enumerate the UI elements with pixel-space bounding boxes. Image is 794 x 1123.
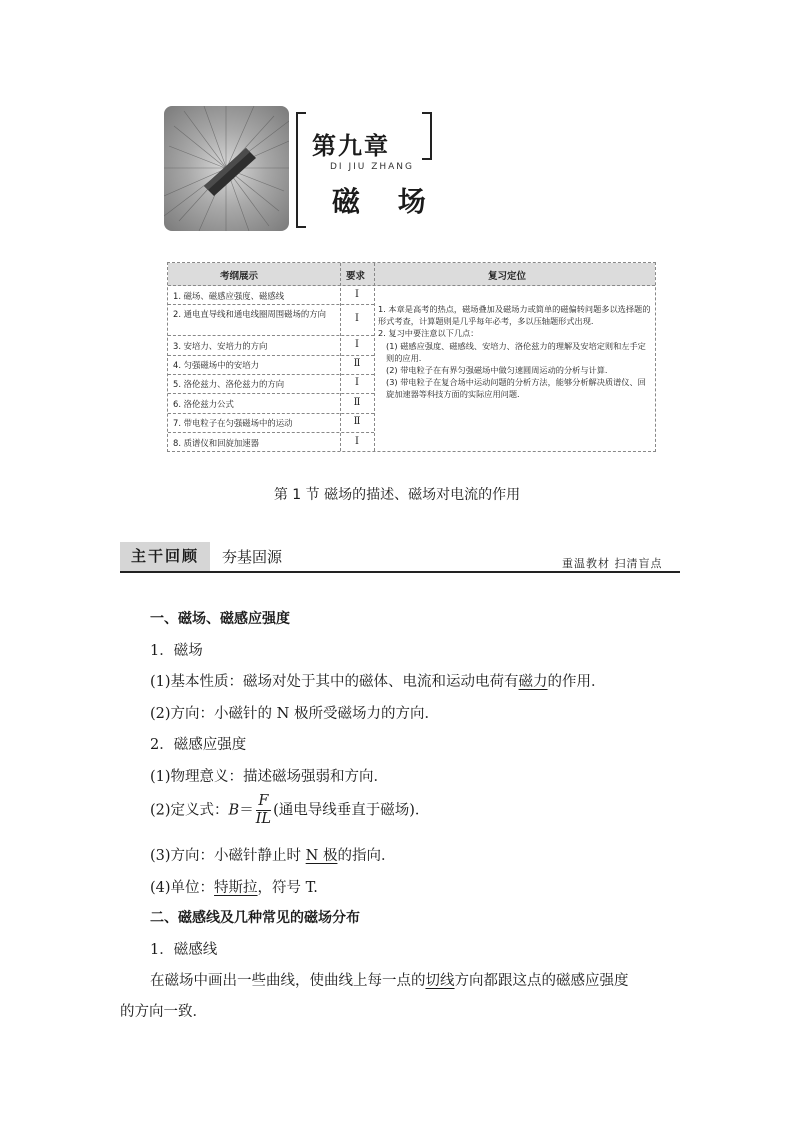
table-row-topic: 5. 洛伦兹力、洛伦兹力的方向 [173,379,285,389]
subheading-induction: 2．磁感应强度 [150,737,247,753]
chapter-bracket-right [422,112,432,160]
table-row-topic: 3. 安培力、安培力的方向 [173,341,268,351]
chapter-subject: 磁 场 [332,185,440,218]
section-title: 第 1 节 磁场的描述、磁场对电流的作用 [273,487,521,503]
heading-magnetic-field: 一、磁场、磁感应强度 [150,611,290,627]
fraction-numerator: F [256,793,271,811]
blank-answer: 磁力 [518,674,548,690]
blank-answer: 切线 [425,973,455,989]
row-divider [168,393,374,394]
table-row-topic: 2. 通电直导线和通电线圈周围磁场的方向 [173,309,327,319]
fraction-denominator: IL [255,811,272,827]
chapter-photo-magnet-iron-filings [164,106,289,231]
table-row-level: Ⅰ [355,339,359,350]
row-divider [168,374,374,375]
heading-field-lines: 二、磁感线及几种常见的磁场分布 [150,910,360,926]
subheading-field-lines: 1．磁感线 [150,942,218,958]
table-divider [374,263,375,451]
table-row-level: Ⅰ [355,436,359,447]
review-note: (3) 带电粒子在复合场中运动问题的分析方法，能够分析解决质谱仪、回旋加速器等科技方面的实际应用问题. [386,377,646,400]
header-requirement: 要求 [346,271,366,282]
header-review-focus: 复习定位 [488,271,527,282]
syllabus-table [167,262,656,452]
row-divider [168,432,374,433]
table-row-level: Ⅰ [355,377,359,388]
paragraph-direction: (2)方向：小磁针的 N 极所受磁场力的方向． [150,706,439,722]
row-divider [168,304,374,305]
banner-label: 主干回顾 [120,542,210,571]
banner-rule [120,571,680,573]
row-divider [168,355,374,356]
table-row-level: Ⅰ [355,289,359,300]
table-row-level: Ⅱ [353,358,361,369]
blank-answer: N 极 [305,848,338,864]
paragraph-basic-property: (1)基本性质：磁场对处于其中的磁体、电流和运动电荷有磁力的作用． [150,674,606,690]
header-syllabus: 考纲展示 [220,271,259,282]
paragraph-definition: (2)定义式：B＝ $\frac{F}{IL}$ (通电导线垂直于磁场)． [150,793,430,827]
table-row-topic: 8. 质谱仪和回旋加速器 [173,438,260,448]
table-row-level: Ⅱ [353,397,361,408]
chapter-bracket-left [296,112,306,228]
table-row-topic: 4. 匀强磁场中的安培力 [173,360,260,370]
review-note: 2. 复习中要注意以下几点： [378,328,479,339]
table-row-level: Ⅰ [355,313,359,324]
paragraph-direction-needle: (3)方向：小磁针静止时 N 极的指向． [150,848,396,864]
paragraph-field-lines: 在磁场中画出一些曲线，使曲线上每一点的切线方向都跟这点的磁感应强度 [150,973,629,989]
review-note: 1. 本章是高考的热点，磁场叠加及磁场力或简单的磁偏转问题多以选择题的形式考查，计算题则是几乎每年必考，多以压轴题形式出现. [378,304,651,327]
paragraph-field-lines-cont: 的方向一致． [120,1004,207,1020]
review-note: (1) 磁感应强度、磁感线、安培力、洛伦兹力的理解及安培定则和左手定则的应用. [386,340,646,363]
syllabus-header-row [168,263,655,286]
formula-variable: B [228,802,240,819]
table-row-level: Ⅱ [353,416,361,427]
review-note: (2) 带电粒子在有界匀强磁场中做匀速圆周运动的分析与计算. [386,365,608,376]
subheading-field: 1．磁场 [150,643,203,659]
blank-answer: 特斯拉 [214,880,258,896]
row-divider [168,413,374,414]
table-row-topic: 7. 带电粒子在匀强磁场中的运动 [173,418,293,428]
paragraph-unit: (4)单位：特斯拉，符号 T. [150,880,318,896]
row-divider [168,335,374,336]
table-row-topic: 6. 洛伦兹力公式 [173,399,234,409]
chapter-title: 第九章 [312,132,390,160]
banner-subtitle: 夯基固源 [222,548,283,566]
paragraph-physical-meaning: (1)物理意义：描述磁场强弱和方向． [150,769,389,785]
banner-right-text: 重温教材 扫清盲点 [562,557,663,570]
formula-fraction [256,793,271,828]
chapter-pinyin: DI JIU ZHANG [330,162,414,172]
review-focus-notes [378,303,653,401]
table-row-topic: 1. 磁场、磁感应强度、磁感线 [173,291,285,301]
